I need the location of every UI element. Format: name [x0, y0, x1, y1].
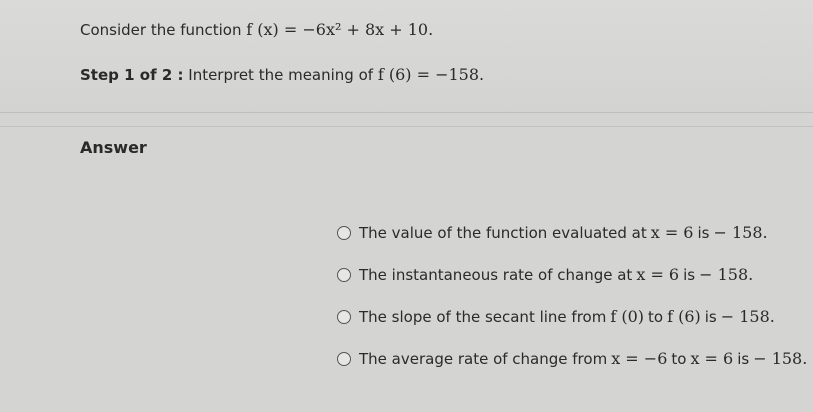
option-value-of-function[interactable]	[337, 223, 768, 242]
option-average-rate[interactable]	[337, 349, 807, 368]
radio-button[interactable]	[337, 268, 351, 282]
divider	[0, 126, 813, 127]
function-expression: f (x) = −6x² + 8x + 10.	[246, 20, 434, 39]
option-math: f (0)	[610, 307, 645, 326]
option-text: The instantaneous rate of change at	[359, 266, 633, 284]
option-instantaneous-rate[interactable]	[337, 265, 753, 284]
option-text: The average rate of change from	[359, 350, 608, 368]
option-math: f (6)	[667, 307, 701, 326]
question-prefix: Consider the function	[80, 21, 242, 39]
option-math: − 158.	[720, 307, 775, 326]
option-math: x = 6	[650, 223, 694, 242]
question-text	[80, 20, 433, 39]
option-text: is	[737, 350, 750, 368]
option-secant-slope[interactable]	[337, 307, 775, 326]
step-label: Step 1 of 2 :	[80, 66, 184, 84]
option-text: The value of the function evaluated at	[359, 224, 647, 242]
option-text: to	[648, 308, 664, 326]
option-math: x = 6	[636, 265, 680, 284]
step-prefix: Interpret the meaning of	[188, 66, 374, 84]
option-text: is	[697, 224, 710, 242]
radio-button[interactable]	[337, 310, 351, 324]
option-math: − 158.	[699, 265, 754, 284]
radio-button[interactable]	[337, 352, 351, 366]
answer-label: Answer	[80, 138, 147, 157]
option-math: x = −6	[611, 349, 668, 368]
option-text: is	[683, 266, 696, 284]
step-expression: f (6) = −158.	[377, 65, 485, 84]
option-math: − 158.	[713, 223, 768, 242]
question-panel	[0, 0, 813, 113]
option-text: The slope of the secant line from	[359, 308, 607, 326]
step-text	[80, 65, 484, 84]
option-text: to	[671, 350, 687, 368]
option-text: is	[704, 308, 717, 326]
option-math: x = 6	[690, 349, 734, 368]
radio-button[interactable]	[337, 226, 351, 240]
option-math: − 158.	[753, 349, 808, 368]
